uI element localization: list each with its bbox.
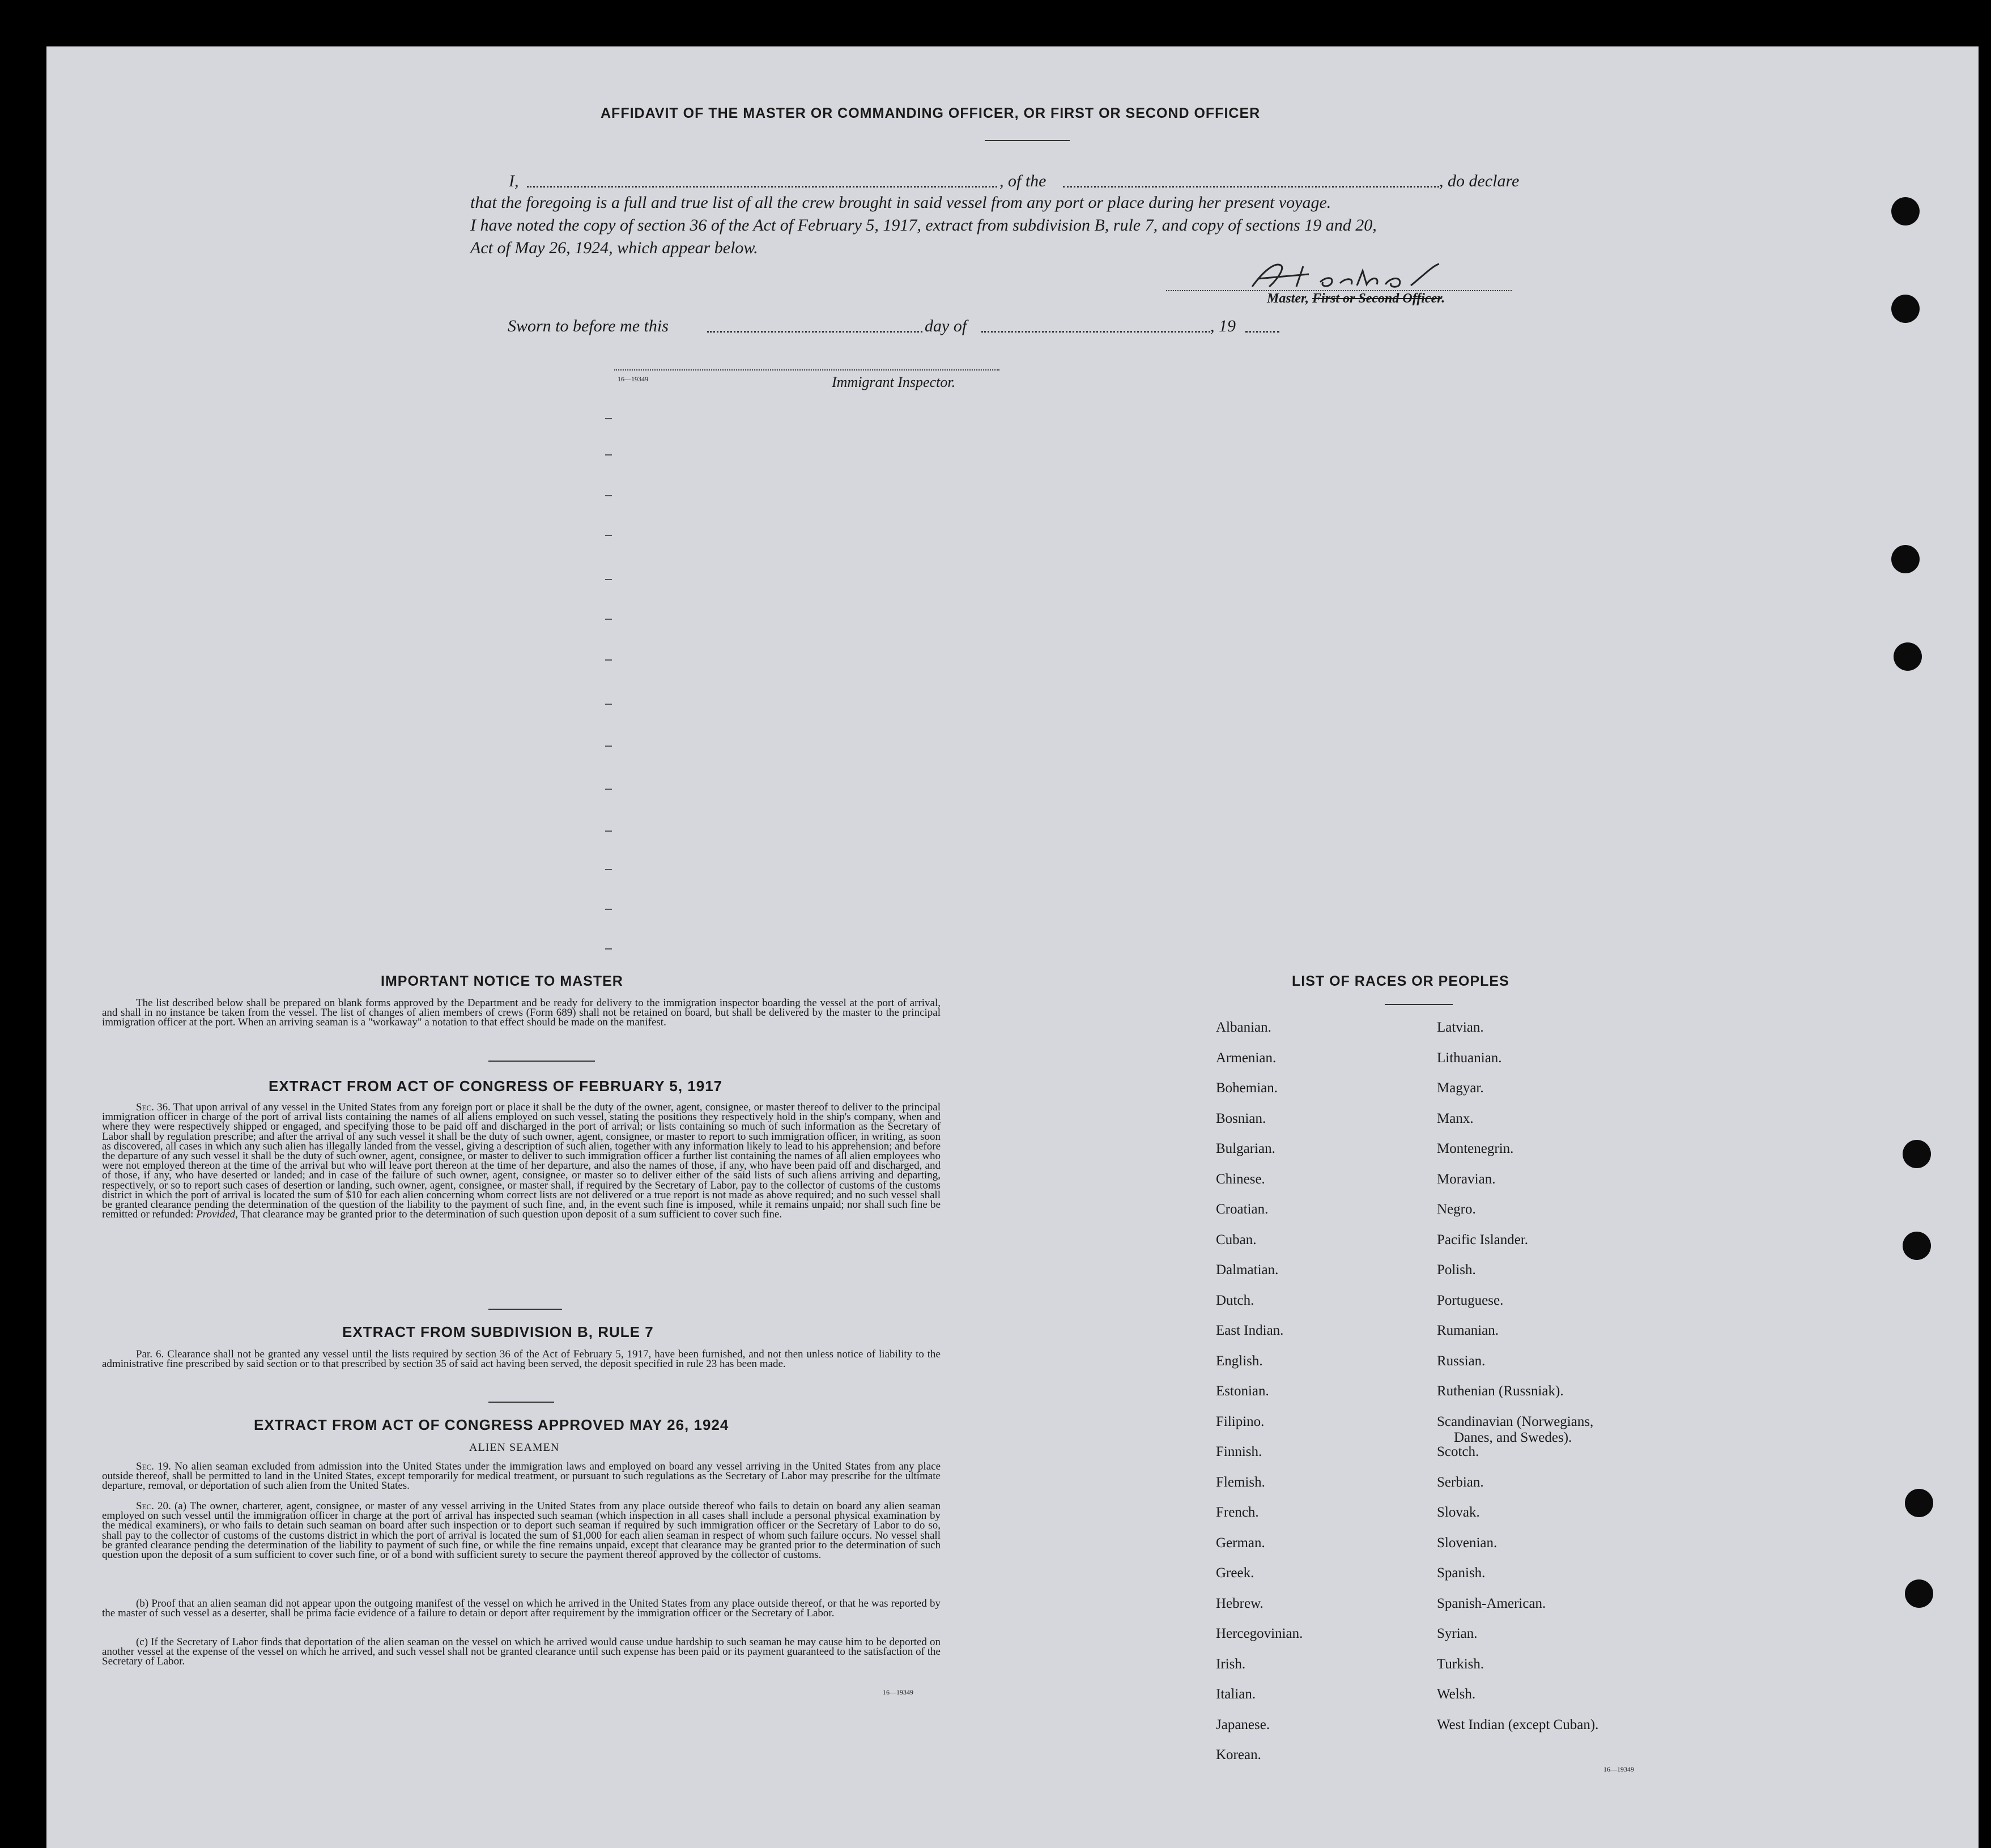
vessel-blank xyxy=(1063,186,1439,188)
form-number-left: 16—19349 xyxy=(883,1688,913,1696)
master-signature xyxy=(1241,259,1479,293)
declaration-line-2: that the foregoing is a full and true list of all the crew brought in said vessel from any port or place during her present voyage. xyxy=(470,193,1331,212)
race-item: Japanese. xyxy=(1216,1717,1270,1732)
race-item: Rumanian. xyxy=(1437,1323,1499,1338)
race-item: Dutch. xyxy=(1216,1292,1254,1308)
race-item: Finnish. xyxy=(1216,1444,1262,1459)
sec-20c-text: (c) If the Secretary of Labor finds that deportation of the alien seaman on the vessel on which he arrived would cause undue hardship to such seaman he may cause him to be deported on another vessel at the expense of the vessel on which he arrived, and such vessel shall not be granted clearance until such expense has been paid or its payment guaranteed to the satisfaction of the Secretary of Labor. xyxy=(102,1636,941,1668)
signature-caption xyxy=(1267,291,1445,306)
race-item: Bohemian. xyxy=(1216,1080,1278,1096)
race-item: Scotch. xyxy=(1437,1444,1479,1459)
punch-hole xyxy=(1891,295,1920,323)
race-item: Polish. xyxy=(1437,1262,1476,1278)
declaration-line-3: I have noted the copy of section 36 of the Act of February 5, 1917, extract from subdivision B, rule 7, and copy of sections 19 and 20, xyxy=(470,216,1377,235)
year-blank xyxy=(1245,331,1279,333)
race-item: Portuguese. xyxy=(1437,1292,1504,1308)
year-label: , 19 xyxy=(1210,317,1236,335)
margin-tick xyxy=(605,704,612,705)
sec-20a-body: (a) The owner, charterer, agent, consignee, or master of any vessel arriving in the United States from any place outside thereof who fails to detain on board any alien seaman employed on such vessel until the immigration officer in charge at the port of arrival has inspected such seaman (which inspection in all cases shall include a personal physical examination by the medical examiners), or who fails to detain such seaman on board after such inspection or to deport such seaman if required by such immigration officer or the Secretary of Labor to do so, shall pay to the collector of customs of the customs district in which the port of arrival is located the sum of $1,000 for each alien seaman in respect of whom such failure occurs. No vessel shall be granted clearance pending the determination of the liability to payment of such fine, or while the fine remains unpaid, except that clearance may be granted prior to the determination of such question upon the deposit of a sum sufficient to cover such fine, or of a bond with sufficient surety to secure the payment thereof approved by the collector of customs. xyxy=(102,1500,941,1561)
rule7-body: Par. 6. Clearance shall not be granted any vessel until the lists required by section 36 of the Act of February 5, 1917, have been furnished, and not then unless notice of liability to the administrative fine prescribed by said section or to that prescribed by section 35 of said act having been served, the deposit specified in rule 23 has been made. xyxy=(102,1348,941,1370)
race-item: Spanish-American. xyxy=(1437,1595,1546,1611)
margin-tick xyxy=(605,909,612,910)
race-item: Italian. xyxy=(1216,1687,1256,1702)
race-item: English. xyxy=(1216,1353,1263,1369)
race-item: Albanian. xyxy=(1216,1020,1271,1035)
margin-tick xyxy=(605,948,612,949)
divider xyxy=(488,1402,554,1403)
race-item: Estonian. xyxy=(1216,1383,1269,1399)
race-item: Turkish. xyxy=(1437,1656,1484,1672)
race-item: Filipino. xyxy=(1216,1413,1265,1429)
race-item: Hercegovinian. xyxy=(1216,1626,1303,1641)
race-item: Korean. xyxy=(1216,1747,1261,1762)
race-item: German. xyxy=(1216,1535,1265,1551)
race-item: Serbian. xyxy=(1437,1474,1484,1490)
margin-tick xyxy=(605,535,612,536)
margin-tick xyxy=(605,831,612,832)
race-item: Bulgarian. xyxy=(1216,1141,1275,1156)
margin-tick xyxy=(605,659,612,661)
extract-1917-body xyxy=(102,1102,941,1219)
sworn-month-blank xyxy=(981,331,1210,333)
punch-hole xyxy=(1903,1140,1931,1168)
signature-caption-suffix: . xyxy=(1441,291,1445,306)
inspector-label: Immigrant Inspector. xyxy=(832,374,956,390)
races-title: LIST OF RACES OR PEOPLES xyxy=(1292,973,1509,989)
race-item: Flemish. xyxy=(1216,1474,1265,1490)
race-item: Montenegrin. xyxy=(1437,1141,1514,1156)
race-item: Manx. xyxy=(1437,1110,1474,1126)
divider xyxy=(488,1309,562,1310)
race-item: Negro. xyxy=(1437,1202,1476,1217)
race-item: Slovak. xyxy=(1437,1505,1480,1520)
race-item: Latvian. xyxy=(1437,1020,1484,1035)
race-item: Russian. xyxy=(1437,1353,1486,1369)
race-item: Croatian. xyxy=(1216,1202,1269,1217)
margin-tick xyxy=(605,619,612,620)
of-the-label: , of the xyxy=(999,172,1046,190)
notice-body: The list described below shall be prepared on blank forms approved by the Department and be ready for delivery to the immigration inspector boarding the vessel at the port of arrival, and shall in no instance be taken from the vessel. The list of changes of alien members of crews (Form 689) shall not be retained on board, but shall be delivered by the master to the principal immigration officer at the port. When an arriving seaman is a "workaway" a notation to that effect should be made on the manifest. xyxy=(102,997,941,1029)
punch-hole xyxy=(1905,1579,1933,1608)
margin-tick xyxy=(605,454,612,455)
race-item: Chinese. xyxy=(1216,1171,1265,1187)
divider xyxy=(488,1061,595,1062)
sec-36-text: That upon arrival of any vessel in the United States from any foreign port or place it shall be the duty of the owner, agent, consignee, or master thereof to deliver to the principal immigration officer in charge of the port of arrival lists containing the names of all aliens employed on such vessel, stating the positions they respectively hold in the ship's company, when and where they were respectively shipped or engaged, and specifying those to be paid off and discharged in the port of arrival; or lists containing so much of such information as the Secretary of Labor shall by regulation prescribe; and after the arrival of any such vessel it shall be the duty of such owner, agent, consignee, or master to report to such immigration officer, in writing, as soon as discovered, all cases in which any such alien has illegally landed from the vessel, giving a description of such alien, together with any information likely to lead to his apprehension; and before the departure of any such vessel it shall be the duty of such owner, agent, consignee, or master to deliver to such immigration officer a further list containing the names of all alien employees who were not employed thereon at the time of the arrival but who will leave port thereon at the time of her departure, and also the names of those, if any, who have been paid off and discharged, and of those, if any, who have deserted or landed; and in case of the failure of such owner, agent, consignee, or master so to deliver either of the said lists of such aliens arriving and departing, respectively, or so to report such cases of desertion or landing, such owner, agent, consignee, or master shall, if required by the Secretary of Labor, pay to the collector of customs of the customs district in which the port of arrival is located the sum of $10 for each alien concerning whom correct lists are not delivered or a true report is not made as above required; and no such vessel shall be granted clearance pending the determination of the question of the liability to the payment of such fine, and, in the event such fine is imposed, while it remains unpaid; nor shall such fine be remitted or refunded: xyxy=(102,1101,941,1221)
race-item: French. xyxy=(1216,1505,1259,1520)
document-sheet xyxy=(46,46,1979,1848)
punch-hole xyxy=(1894,642,1922,671)
form-number-top: 16—19349 xyxy=(618,375,648,383)
margin-tick xyxy=(605,418,612,419)
sec-20b-text: (b) Proof that an alien seaman did not appear upon the outgoing manifest of the vessel on which he arrived in the United States from any place outside thereof, or that he was reported by the master of such vessel as a deserter, shall be prima facie evidence of a failure to detain or deport after requirement by the immigration officer or the Secretary of Labor. xyxy=(102,1598,941,1620)
margin-tick xyxy=(605,746,612,747)
name-blank xyxy=(527,186,997,188)
sworn-day-blank xyxy=(707,331,922,333)
sec-19-text xyxy=(102,1462,941,1491)
provided-label: Provided, xyxy=(196,1208,238,1221)
rule7-title: EXTRACT FROM SUBDIVISION B, RULE 7 xyxy=(342,1323,654,1340)
do-declare-label: , do declare xyxy=(1439,172,1520,190)
race-item: Dalmatian. xyxy=(1216,1262,1279,1278)
affidavit-title: AFFIDAVIT OF THE MASTER OR COMMANDING OFFICER, OR FIRST OR SECOND OFFICER xyxy=(601,105,1261,121)
race-item: Ruthenian (Russniak). xyxy=(1437,1383,1564,1399)
sec-20a-text xyxy=(102,1501,941,1560)
declaration-line-4: Act of May 26, 1924, which appear below. xyxy=(470,239,758,257)
signature-caption-struck: First or Second Officer xyxy=(1312,291,1442,306)
race-item: Greek. xyxy=(1216,1565,1254,1581)
notice-title: IMPORTANT NOTICE TO MASTER xyxy=(381,973,623,989)
extract-1924-title: EXTRACT FROM ACT OF CONGRESS APPROVED MAY 26, 1924 xyxy=(254,1416,729,1433)
race-item: Cuban. xyxy=(1216,1232,1257,1247)
race-item: Pacific Islander. xyxy=(1437,1232,1529,1247)
punch-hole xyxy=(1891,545,1920,573)
signature-caption-prefix: Master, xyxy=(1267,291,1309,306)
race-item: Armenian. xyxy=(1216,1050,1277,1066)
form-number-right: 16—19349 xyxy=(1603,1765,1634,1773)
race-item: Lithuanian. xyxy=(1437,1050,1502,1066)
margin-tick xyxy=(605,495,612,496)
race-item: Scandinavian (Norwegians, xyxy=(1437,1413,1594,1429)
race-item: Spanish. xyxy=(1437,1565,1486,1581)
sec-19-body: No alien seaman excluded from admission into the United States under the immigration laws and employed on board any vessel arriving in the United States from any place outside thereof, shall be permitted to land in the United States, except temporarily for medical treatment, or pursuant to such regulations as the Secretary of Labor may prescribe for the ultimate departure, removal, or deportation of such alien from the United States. xyxy=(102,1460,941,1492)
race-item: Syrian. xyxy=(1437,1626,1478,1641)
race-item: West Indian (except Cuban). xyxy=(1437,1717,1599,1732)
day-of-label: day of xyxy=(925,317,967,335)
margin-tick xyxy=(605,579,612,580)
i-label: I, xyxy=(509,172,519,190)
divider xyxy=(1385,1004,1453,1005)
sec-36-text-end: That clearance may be granted prior to the determination of such question upon deposit of a sum sufficient to cover such fine. xyxy=(240,1208,782,1221)
race-item: Welsh. xyxy=(1437,1687,1476,1702)
sec-36-label: Sec. 36. xyxy=(136,1101,171,1113)
sec-19-label: Sec. 19. xyxy=(136,1460,171,1472)
inspector-line xyxy=(614,369,999,371)
race-item: East Indian. xyxy=(1216,1323,1284,1338)
race-item: Danes, and Swedes). xyxy=(1454,1429,1572,1445)
race-item: Magyar. xyxy=(1437,1080,1484,1096)
alien-seamen-subtitle: ALIEN SEAMEN xyxy=(469,1441,560,1454)
race-item: Hebrew. xyxy=(1216,1595,1263,1611)
extract-1917-title: EXTRACT FROM ACT OF CONGRESS OF FEBRUARY 5, 1917 xyxy=(269,1078,723,1095)
race-item: Slovenian. xyxy=(1437,1535,1497,1551)
sec-20-label: Sec. 20. xyxy=(136,1500,171,1512)
margin-tick xyxy=(605,789,612,790)
punch-hole xyxy=(1903,1232,1931,1260)
punch-hole xyxy=(1891,197,1920,225)
margin-tick xyxy=(605,869,612,870)
sworn-label: Sworn to before me this xyxy=(508,317,669,335)
race-item: Irish. xyxy=(1216,1656,1246,1672)
race-item: Moravian. xyxy=(1437,1171,1496,1187)
race-item: Bosnian. xyxy=(1216,1110,1266,1126)
divider xyxy=(985,140,1070,141)
punch-hole xyxy=(1905,1489,1933,1517)
